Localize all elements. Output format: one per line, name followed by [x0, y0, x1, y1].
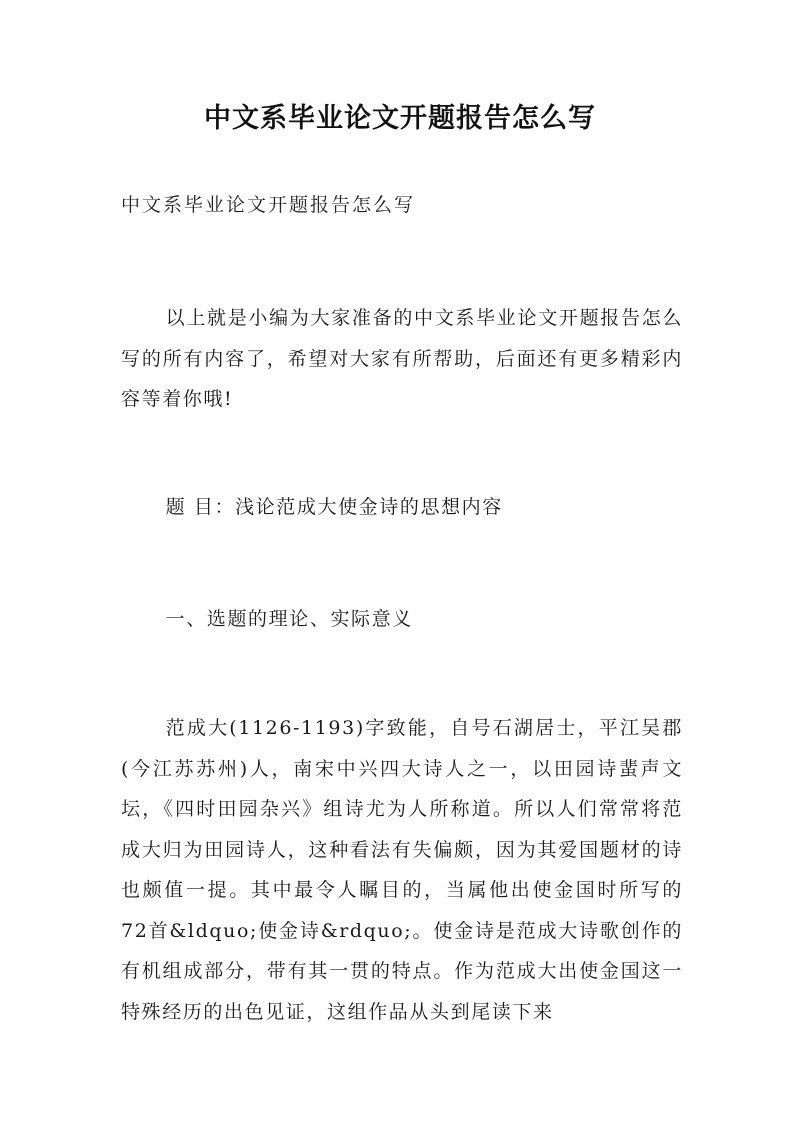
intro-block [121, 298, 683, 420]
section-heading: 一、选题的理论、实际意义 [165, 608, 413, 630]
section-block [121, 599, 683, 640]
intro-paragraph: 以上就是小编为大家准备的中文系毕业论文开题报告怎么写的所有内容了，希望对大家有所帮助，后面还有更多精彩内容等着你哦! [121, 307, 683, 410]
document-subtitle: 中文系毕业论文开题报告怎么写 [121, 194, 416, 216]
topic-line: 题 目：浅论范成大使金诗的思想内容 [165, 496, 503, 518]
body-block [121, 708, 683, 1032]
topic-block [121, 487, 683, 528]
body-paragraph: 范成大(1126-1193)字致能，自号石湖居士，平江吴郡(今江苏苏州)人，南宋中兴四大诗人之一，以田园诗蜚声文坛，《四时田园杂兴》组诗尤为人所称道。所以人们常常将范成大归为田园诗人，这种看法有失偏颇，因为其爱国题材的诗也颇值一提。其中最令人瞩目的，当属他出使金国时所写的72首&ldquo;使金诗&rdquo;。使金诗是范成大诗歌创作的有机组成部分，带有其一贯的特点。作为范成大出使金国这一特殊经历的出色见证，这组作品从头到尾读下来 [121, 717, 683, 1023]
document-title: 中文系毕业论文开题报告怎么写 [204, 103, 596, 134]
